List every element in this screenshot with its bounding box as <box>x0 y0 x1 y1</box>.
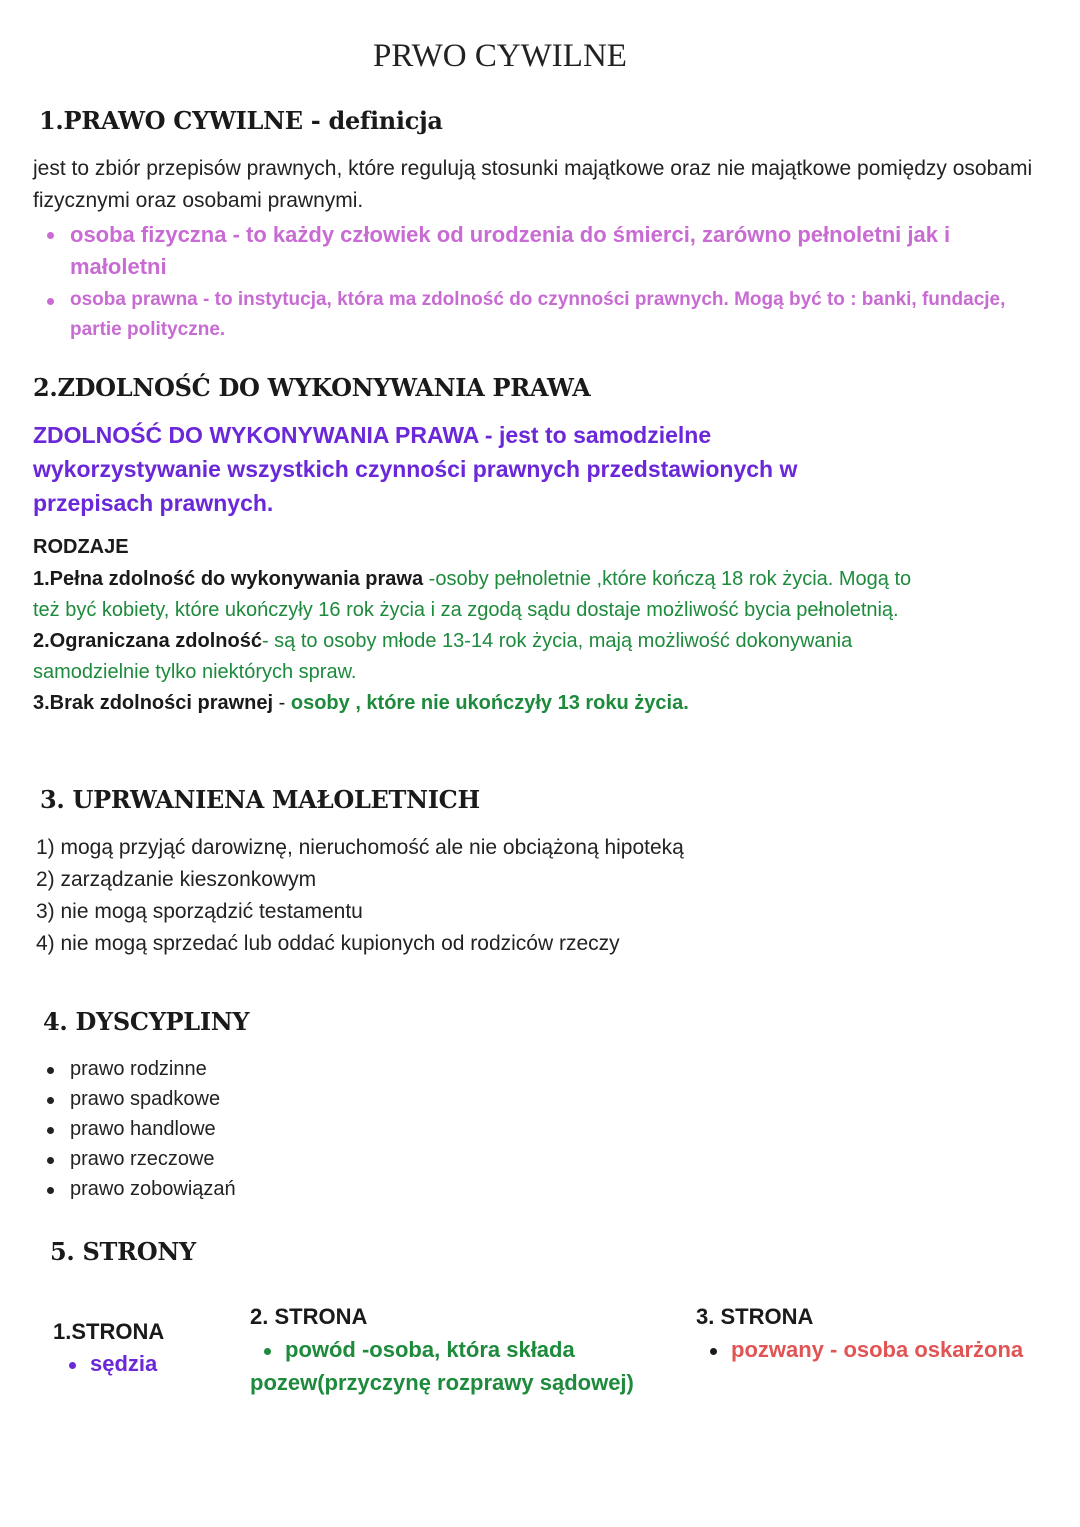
strona-2 <box>250 1301 680 1399</box>
strona-3-label: 3. STRONA <box>696 1304 814 1329</box>
list-item: 3) nie mogą sporządzić testamentu <box>36 900 363 923</box>
section-4-list <box>33 1054 236 1204</box>
list-item: prawo rzeczowe <box>33 1144 236 1174</box>
strona-2-label: 2. STRONA <box>250 1304 368 1329</box>
section-1-heading: 1.PRAWO CYWILNE - definicja <box>39 106 443 135</box>
section-3-list <box>36 832 936 960</box>
list-item: osoba prawna - to instytucja, która ma zdolność do czynności prawnych. Mogą być to : banki, fundacje, partie polityczne. <box>33 285 1043 345</box>
rodzaje-label: RODZAJE <box>33 536 129 558</box>
section-2-heading: 2.ZDOLNOŚĆ DO WYKONYWANIA PRAWA <box>33 373 591 402</box>
rodzaj-item-1: 1.Pełna zdolność do wykonywania prawa -osoby pełnoletnie ,które kończą 18 rok życia. Mogą to też być kobiety, które ukończyły 16 rok życia i za zgodą sądu dostaje możliwość bycia pełnoletnią. <box>33 568 912 621</box>
list-item: prawo zobowiązań <box>33 1174 236 1204</box>
rodzaje-list <box>33 564 933 719</box>
section-4-heading: 4. DYSCYPLINY <box>43 1007 250 1036</box>
strona-1-item: sędzia <box>53 1348 233 1380</box>
list-item: prawo rodzinne <box>33 1054 236 1084</box>
strona-2-item: powód -osoba, która składa pozew(przyczynę rozprawy sądowej) <box>250 1337 634 1395</box>
list-item: prawo handlowe <box>33 1114 236 1144</box>
bullet-icon <box>710 1348 717 1355</box>
rodzaj-item-3: 3.Brak zdolności prawnej - osoby , które nie ukończyły 13 roku życia. <box>33 692 689 714</box>
section-2-definition: ZDOLNOŚĆ DO WYKONYWANIA PRAWA - jest to samodzielne wykorzystywanie wszystkich czynności prawnych przedstawionych w przepisach prawnych. <box>33 422 798 516</box>
strona-3-item: pozwany - osoba oskarżona <box>696 1333 1066 1366</box>
section-3-heading: 3. UPRWANIENA MAŁOLETNICH <box>40 785 480 814</box>
bullet-icon <box>69 1362 76 1369</box>
strona-1-label: 1.STRONA <box>53 1319 165 1344</box>
list-item: 2) zarządzanie kieszonkowym <box>36 868 317 891</box>
bullet-icon <box>264 1348 271 1355</box>
strona-3 <box>696 1301 1066 1366</box>
page-title: PRWO CYWILNE <box>373 38 627 74</box>
list-item: 1) mogą przyjąć darowiznę, nieruchomość ale nie obciążoną hipoteką <box>36 836 684 859</box>
strona-1 <box>53 1316 233 1380</box>
list-item: osoba fizyczna - to każdy człowiek od urodzenia do śmierci, zarówno pełnoletni jak i małoletni <box>33 219 1043 283</box>
section-1-bullets <box>33 219 1043 345</box>
list-item: 4) nie mogą sprzedać lub oddać kupionych od rodziców rzeczy <box>36 932 620 955</box>
list-item: prawo spadkowe <box>33 1084 236 1114</box>
rodzaj-item-2: 2.Ograniczana zdolność- są to osoby młode 13-14 rok życia, mają możliwość dokonywania samodzielnie tylko niektórych spraw. <box>33 630 853 683</box>
section-1-definition: jest to zbiór przepisów prawnych, które regulują stosunki majątkowe oraz nie majątkowe pomiędzy osobami fizycznymi oraz osobami prawnymi. <box>33 157 1033 212</box>
section-5-heading: 5. STRONY <box>50 1237 196 1266</box>
